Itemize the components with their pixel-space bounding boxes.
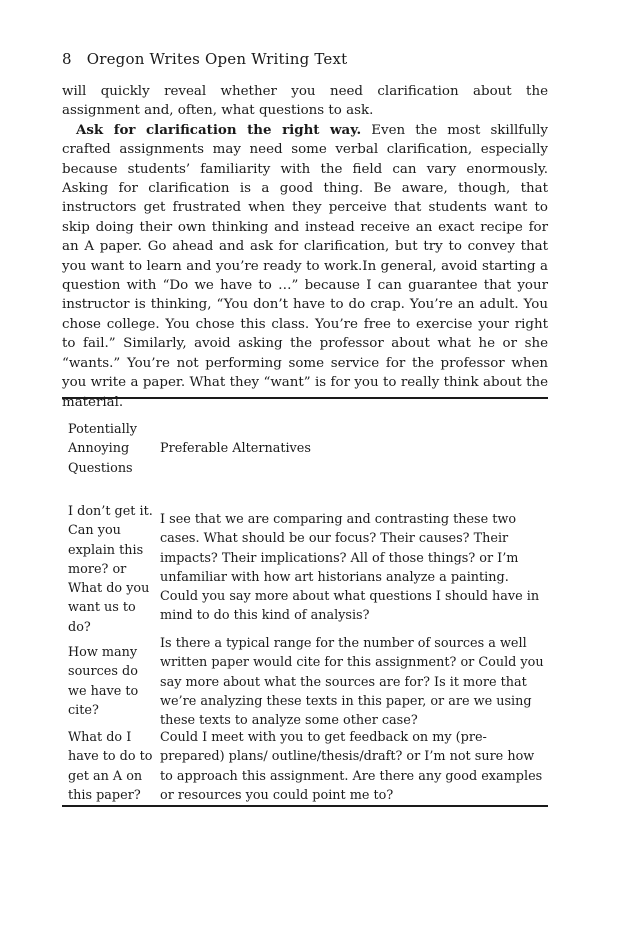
table-alternative-cell: Is there a typical range for the number of sources a well written paper would cite for this assignment? or Could you say more about what the sources are for? Is it more that we’re analyzing these texts in this paper, or are we using these texts to analyze some other case? [160, 636, 544, 729]
paragraph-clarification [62, 121, 548, 412]
page-number: 8 [62, 50, 72, 68]
table-row [62, 728, 548, 803]
table-header-row [62, 420, 548, 480]
table-alternative-cell: Could I meet with you to get feedback on my (pre-prepared) plans/ outline/thesis/draft? or I’m not sure how to approach this assignment. Are there any good examples or resources you could point me to? [160, 730, 543, 803]
table-row [62, 502, 548, 635]
table-row [62, 634, 548, 729]
table-alternative-cell: I see that we are comparing and contrasting these two cases. What should be our focus? Their causes? Their impacts? Their implications? All of those things? or I’m unfamiliar with how art historians analyze a painting. Could you say more about what questions I should have in mind to do this kind of analysis? [160, 512, 540, 624]
table-top-rule [62, 397, 548, 399]
table-bottom-rule [62, 805, 548, 807]
table-question-cell: What do I have to do to get an A on this paper? [68, 730, 153, 803]
paragraph-continuation: will quickly reveal whether you need clarification about the assignment and, often, what questions to ask. [62, 84, 548, 119]
table-question-cell: How many sources do we have to cite? [68, 645, 139, 718]
paragraph-lead-heading: Ask for clarification the right way. [76, 121, 362, 138]
running-title: Oregon Writes Open Writing Text [86, 50, 348, 68]
table-question-cell: I don’t get it. Can you explain this more? or What do you want us to do? [68, 504, 153, 635]
body-text [62, 82, 548, 412]
paragraph-clarification-text: Even the most skillfully crafted assignments may need some verbal clarification, especially because students’ familiarity with the field can vary enormously. Asking for clarification is a good thing. Be aware, though, that instructors get frustrated when they perceive that students want to skip doing their own thinking and instead receive an exact recipe for an A paper. Go ahead and ask for clarification, but try to convey that you want to learn and you’re ready to work.In general, avoid starting a question with “Do we have to …” because I can guarantee that your instructor is thinking, “You don’t have to do crap. You’re an adult. You chose college. You chose this class. You’re free to exercise your right to fail.” Similarly, avoid asking the professor about what he or she “wants.” You’re not performing some service for the professor when you write a paper. What they “want” is for you to really think about the material. [62, 122, 548, 410]
table-header-questions: Potentially Annoying Questions [68, 422, 138, 476]
table-header-alternatives: Preferable Alternatives [160, 441, 311, 456]
running-header [62, 50, 347, 68]
